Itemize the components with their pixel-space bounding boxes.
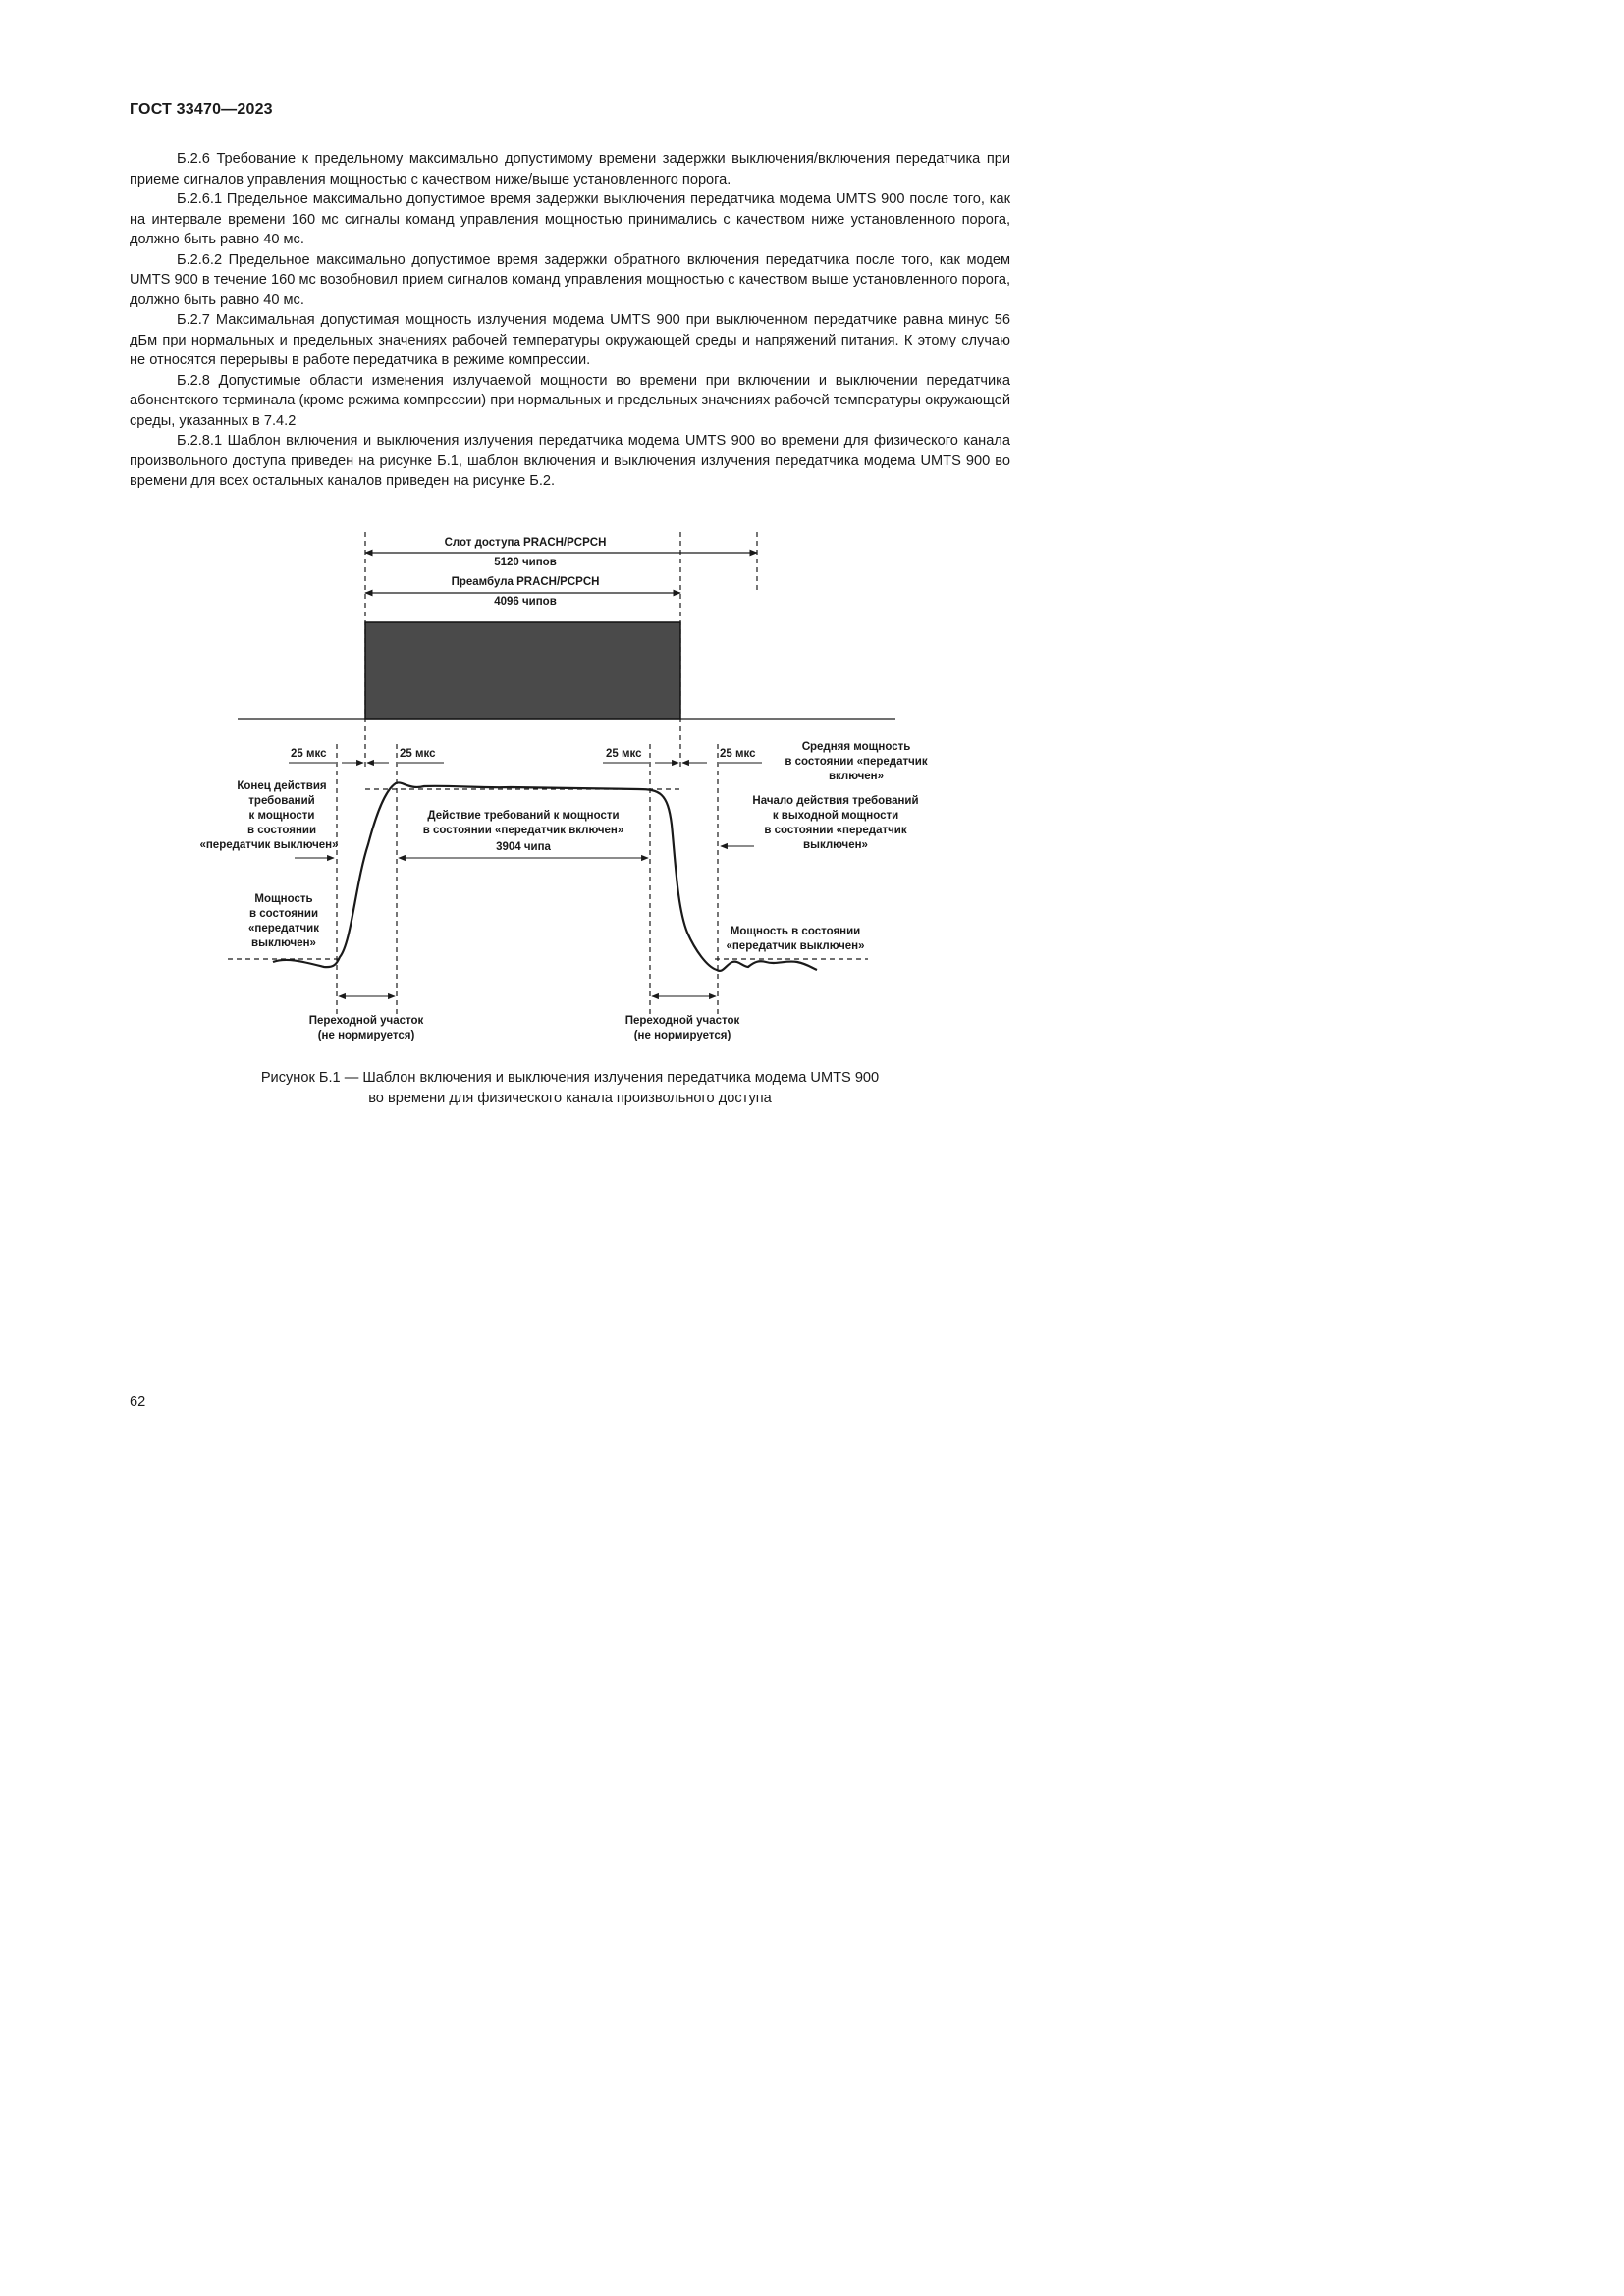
slot-chips: 5120 чипов bbox=[494, 557, 557, 568]
start-req-line1: Начало действия требований bbox=[752, 795, 919, 807]
end-req-line5: «передатчик выключен» bbox=[199, 839, 339, 851]
transition-right-line2: (не нормируется) bbox=[633, 1030, 731, 1041]
avg-power-line3: включен» bbox=[828, 771, 885, 782]
action-req-chips: 3904 чипа bbox=[496, 841, 551, 853]
power-off-right-line1: Мощность в состоянии bbox=[730, 926, 861, 937]
avg-power-line2: в состоянии «передатчик bbox=[785, 756, 928, 768]
paragraph-b-2-6: Б.2.6 Требование к предельному максимально допустимому времени задержки выключения/включения передатчика при приеме сигналов управления мощностью с качеством ниже/выше установленного порога. bbox=[130, 151, 1010, 187]
transition-left-line2: (не нормируется) bbox=[317, 1030, 415, 1041]
start-req-line3: в состоянии «передатчик bbox=[764, 825, 907, 836]
preamble-label: Преамбула PRACH/PCPCH bbox=[451, 576, 600, 588]
power-off-left-line2: в состоянии bbox=[248, 908, 319, 920]
label-25us-3: 25 мкс bbox=[606, 748, 642, 760]
preamble-block bbox=[365, 622, 680, 719]
label-25us-1: 25 мкс bbox=[291, 748, 327, 760]
figure-caption bbox=[130, 1068, 1010, 1108]
preamble-chips: 4096 чипов bbox=[494, 596, 557, 608]
paragraph-b-2-8-1: Б.2.8.1 Шаблон включения и выключения излучения передатчика модема UMTS 900 во времени для физического канала произвольного доступа приведен на рисунке Б.1, шаблон включения и выключения излучения передатчика модема UMTS 900 во времени для всех остальных каналов приведен на рисунке Б.2. bbox=[130, 433, 1010, 489]
paragraph-b-2-8: Б.2.8 Допустимые области изменения излучаемой мощности во времени при включении и выключении передатчика абонентского терминала (кроме режима компрессии) при нормальных и предельных значениях рабочей температуры окружающей среды, указанных в 7.4.2 bbox=[130, 372, 1010, 429]
end-req-line3: к мощности bbox=[248, 810, 315, 822]
caption-line-1: Рисунок Б.1 — Шаблон включения и выключения излучения передатчика модема UMTS 900 bbox=[260, 1070, 880, 1086]
page-number: 62 bbox=[130, 1394, 146, 1410]
body-text bbox=[130, 149, 1010, 492]
document-header: ГОСТ 33470—2023 bbox=[130, 101, 273, 118]
label-25us-4: 25 мкс bbox=[720, 748, 756, 760]
action-req-line2: в состоянии «передатчик включен» bbox=[422, 825, 624, 836]
caption-line-2: во времени для физического канала произвольного доступа bbox=[368, 1090, 772, 1106]
end-req-line1: Конец действия bbox=[237, 780, 327, 792]
start-req-line4: выключен» bbox=[803, 839, 868, 851]
transition-right-line1: Переходной участок bbox=[624, 1015, 740, 1027]
paragraph-b-2-6-1: Б.2.6.1 Предельное максимально допустимое время задержки выключения передатчика модема UMTS 900 после того, как на интервале времени 160 мс сигналы команд управления мощностью принимались с качеством ниже установленного порога, должно быть равно 40 мс. bbox=[130, 191, 1010, 247]
paragraph-b-2-7: Б.2.7 Максимальная допустимая мощность излучения модема UMTS 900 при выключенном передатчике равна минус 56 дБм при нормальных и предельных значениях рабочей температуры окружающей среды и напряжений питания. К этому случаю не относятся перерывы в работе передатчика в режиме компрессии. bbox=[130, 312, 1010, 368]
slot-label: Слот доступа PRACH/PCPCH bbox=[444, 537, 607, 549]
transition-left-line1: Переходной участок bbox=[308, 1015, 424, 1027]
power-off-left-line1: Мощность bbox=[254, 893, 313, 905]
start-req-line2: к выходной мощности bbox=[772, 810, 899, 822]
avg-power-line1: Средняя мощность bbox=[801, 741, 911, 753]
paragraph-b-2-6-2: Б.2.6.2 Предельное максимально допустимое время задержки обратного включения передатчика после того, как модем UMTS 900 в течение 160 мс возобновил прием сигналов команд управления мощностью с качеством выше установленного порога, должно быть равно 40 мс. bbox=[130, 251, 1010, 308]
action-req-line1: Действие требований к мощности bbox=[427, 810, 620, 822]
end-req-line4: в состоянии bbox=[246, 825, 317, 836]
power-off-right-line2: «передатчик выключен» bbox=[726, 940, 865, 952]
power-off-left-line3: «передатчик bbox=[248, 923, 319, 934]
label-25us-2: 25 мкс bbox=[400, 748, 436, 760]
timing-diagram bbox=[199, 524, 928, 1054]
power-off-left-line4: выключен» bbox=[251, 937, 316, 949]
figure-b1-diagram bbox=[199, 524, 928, 1054]
end-req-line2: требований bbox=[248, 795, 315, 807]
